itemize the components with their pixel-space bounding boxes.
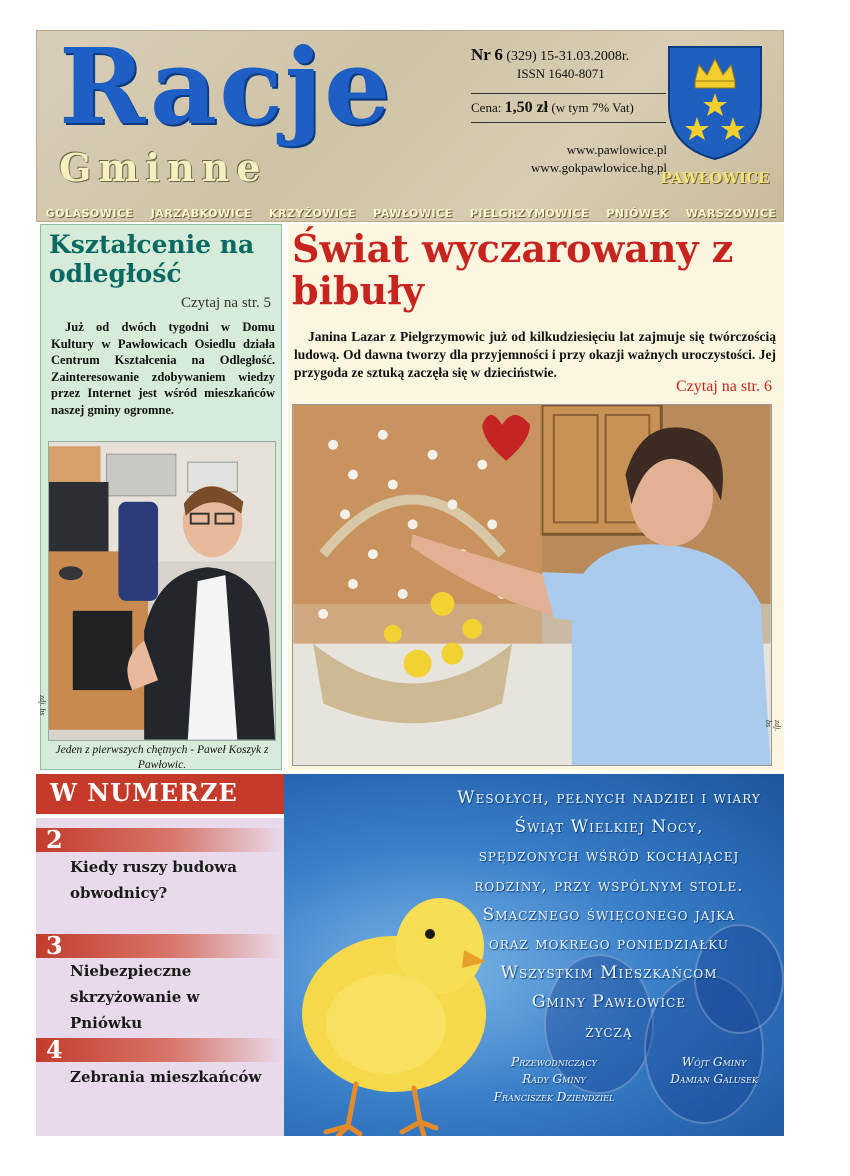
- url-link[interactable]: www.pawlowice.pl: [566, 142, 667, 157]
- signer-title: Wójt Gminy: [681, 1055, 747, 1069]
- masthead: [36, 25, 784, 222]
- greeting-line: spędzonych wśród kochającej: [478, 846, 740, 867]
- villages-bar: [37, 203, 785, 223]
- contents-title: W NUMERZE: [50, 778, 238, 807]
- village-name: WARSZOWICE: [685, 206, 777, 220]
- main-headline: Świat wyczarowany z bibuły: [292, 226, 734, 313]
- coat-of-arms-icon: [665, 43, 765, 161]
- greeting-line: życzą: [585, 1021, 633, 1042]
- contents-header: [36, 774, 284, 814]
- greeting-line: Wesołych, pełnych nadziei i wiary: [457, 788, 761, 808]
- toc-page-number: 3: [46, 931, 63, 960]
- issn: ISSN 1640-8071: [517, 65, 605, 81]
- toc-bar: [36, 825, 284, 854]
- village-name: PAWŁOWICE: [373, 206, 453, 220]
- price-line: [471, 93, 666, 122]
- crest-label: PAWŁOWICE: [660, 169, 770, 187]
- toc-bar: [36, 931, 284, 960]
- photo-credit: zdj. bs: [764, 720, 782, 732]
- greeting-line: Wszystkim Mieszkańcom: [500, 963, 718, 984]
- signer-name: Damian Galusek: [670, 1072, 758, 1087]
- signer-title: Rady Gminy: [522, 1072, 586, 1087]
- contents-list: [36, 818, 284, 1136]
- greeting-line: Świąt Wielkiej Nocy,: [514, 817, 704, 838]
- teaser-body: Już od dwóch tygodni w Domu Kultury w Pawłowicach Osiedlu działa Centrum Kształcenia na Odległość. Zainteresowanie zdobywaniem wiedzy przez Internet jest wśród mieszkańców naszej gminy ogromne.: [51, 320, 275, 417]
- toc-item[interactable]: Kiedy ruszy budowa obwodnicy?: [70, 858, 237, 902]
- issue-nr-label: Nr: [471, 45, 491, 64]
- village-name: PNIÓWEK: [606, 206, 669, 220]
- toc-page-number: 2: [46, 825, 63, 854]
- greeting-line: Smacznego święconego jajka: [482, 904, 736, 925]
- chick-icon: [290, 874, 500, 1136]
- village-name: PIELGRZYMOWICE: [469, 206, 590, 220]
- newspaper-subtitle: Gminne: [59, 145, 268, 190]
- main-lead: Janina Lazar z Pielgrzymowic już od kilkudziesięciu lat zajmuje się twórczością ludową. Od dawna tworzy dla przyjemności i przy okazji ważnych uroczystości. Jej przygoda ze sztuką zaczęła się w dzieciństwie.: [294, 329, 776, 381]
- village-name: KRZYŻOWICE: [268, 206, 357, 220]
- photo-caption: Jeden z pierwszych chętnych - Paweł Koszyk z Pawłowic.: [55, 744, 269, 771]
- main-read-more[interactable]: Czytaj na str. 6: [676, 378, 772, 395]
- signer-name: Franciszek Dziendziel: [493, 1089, 615, 1104]
- signer-title: Przewodniczący: [511, 1055, 597, 1069]
- price-value: 1,50 zł: [504, 99, 549, 117]
- toc-page-number: 4: [46, 1035, 63, 1064]
- issue-number: 6: [494, 45, 503, 64]
- education-teaser: [40, 224, 282, 770]
- main-story: [288, 224, 784, 770]
- toc-item[interactable]: Zebrania mieszkańców: [70, 1068, 262, 1086]
- toc-bar: [36, 1035, 284, 1064]
- website-links: [487, 141, 667, 177]
- greeting-line: Gminy Pawłowice: [531, 992, 687, 1013]
- student-at-computer-photo: [48, 441, 276, 741]
- teaser-headline: Kształcenie na odległość: [49, 230, 255, 288]
- price-label: Cena:: [471, 100, 502, 116]
- price-note: (w tym 7% Vat): [551, 100, 634, 116]
- issue-line: [471, 45, 666, 66]
- village-name: GOLASOWICE: [45, 206, 134, 220]
- paper-flowers-photo: [292, 404, 772, 766]
- issue-date: (329) 15-31.03.2008r.: [506, 49, 630, 64]
- teaser-read-more[interactable]: Czytaj na str. 5: [181, 295, 271, 311]
- issue-info: [471, 45, 666, 123]
- greeting-line: oraz mokrego poniedziałku: [489, 934, 729, 955]
- toc-item[interactable]: Niebezpieczne skrzyżowanie w Pniówku: [70, 962, 200, 1032]
- photo-credit: zdj. bs: [38, 695, 47, 716]
- village-name: JARZĄBKOWICE: [150, 206, 252, 220]
- url-link[interactable]: www.gokpawlowice.hg.pl: [531, 160, 667, 176]
- newspaper-title: Racje: [59, 25, 393, 148]
- greeting-line: rodziny, przy wspólnym stole.: [474, 875, 744, 896]
- easter-greeting: [284, 774, 784, 1136]
- signature-mayor: [644, 1054, 784, 1089]
